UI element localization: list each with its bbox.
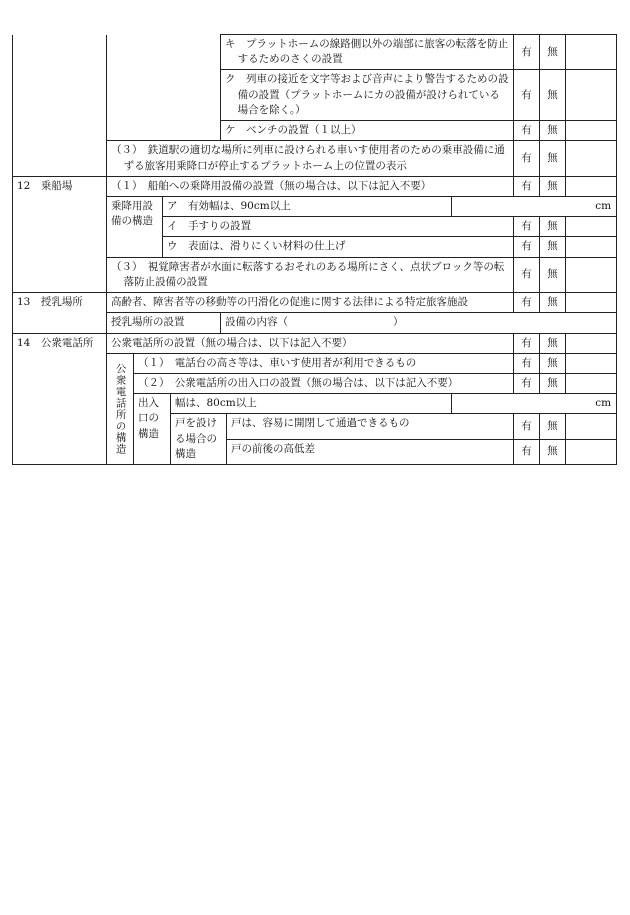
- remarks-cell: [566, 217, 617, 237]
- item-13-law: 高齢者、障害者等の移動等の円滑化の促進に関する法律による特定旅客施設: [107, 293, 514, 313]
- yes-checkbox[interactable]: 有: [514, 35, 540, 70]
- remarks-cell: [566, 237, 617, 257]
- section-14-struct-label: 公衆電話所の構造: [114, 362, 127, 455]
- item-14-setup: 公衆電話所の設置（無の場合は、以下は記入不要）: [107, 333, 514, 353]
- item-14-2: （２） 公衆電話所の出入口の設置（無の場合は、以下は記入不要）: [134, 373, 514, 393]
- no-checkbox[interactable]: 無: [540, 237, 566, 257]
- row-12-item1: [13, 176, 617, 196]
- no-checkbox[interactable]: 無: [540, 35, 566, 70]
- item-12-1: （１） 船舶への乗降用設備の設置（無の場合は、以下は記入不要）: [107, 176, 514, 196]
- yes-checkbox[interactable]: 有: [514, 293, 540, 313]
- item-14-door-open: 戸は、容易に開閉して通過できるもの: [227, 414, 514, 439]
- yes-checkbox[interactable]: 有: [514, 176, 540, 196]
- item-12-i: イ 手すりの設置: [163, 217, 514, 237]
- remarks-cell: [566, 121, 617, 141]
- entrance-struct-label: 出入口の構造: [134, 394, 171, 465]
- no-checkbox[interactable]: 無: [540, 333, 566, 353]
- yes-checkbox[interactable]: 有: [514, 237, 540, 257]
- yes-checkbox[interactable]: 有: [514, 414, 540, 439]
- section-12-label: 12 乗船場: [13, 176, 107, 292]
- section-14-label: 14 公衆電話所: [13, 333, 107, 465]
- section-13-label: 13 授乳場所: [13, 293, 107, 333]
- row-13-law: [13, 293, 617, 313]
- no-checkbox[interactable]: 無: [540, 141, 566, 176]
- no-checkbox[interactable]: 無: [540, 217, 566, 237]
- remarks-cell: [566, 439, 617, 464]
- item-11-3: （３） 鉄道駅の適切な場所に列車に設けられる車いす使用者のための乗車設備に通ずる旅客用乗降口が停止するプラットホーム上の位置の表示: [111, 144, 505, 172]
- facility-checklist-table: [12, 34, 617, 465]
- no-checkbox[interactable]: 無: [540, 257, 566, 292]
- width-cm-input[interactable]: cm: [452, 394, 617, 414]
- row-11-ki: [13, 35, 617, 70]
- item-12-3: （３） 視覚障害者が水面に転落するおそれのある場所にさく、点状ブロック等の転落防止設備の設置: [111, 260, 505, 288]
- section-11-label-cell: [13, 35, 107, 177]
- yes-checkbox[interactable]: 有: [514, 141, 540, 176]
- no-checkbox[interactable]: 無: [540, 293, 566, 313]
- no-checkbox[interactable]: 無: [540, 353, 566, 373]
- item-11-ke: ケ ベンチの設置（１以上）: [225, 124, 362, 137]
- item-11-ku: ク 列車の接近を文字等および音声により警告するための設備の設置（プラットホームにカの設備が設けられている場合を除く。）: [225, 73, 509, 116]
- item-11-ki: キ プラットホームの線路側以外の端部に旅客の転落を防止するためのさくの設置: [225, 38, 509, 66]
- remarks-cell: [566, 176, 617, 196]
- no-checkbox[interactable]: 無: [540, 373, 566, 393]
- yes-checkbox[interactable]: 有: [514, 257, 540, 292]
- remarks-cell: [566, 35, 617, 70]
- remarks-cell: [566, 70, 617, 121]
- item-12-u: ウ 表面は、滑りにくい材料の仕上げ: [163, 237, 514, 257]
- no-checkbox[interactable]: 無: [540, 439, 566, 464]
- no-checkbox[interactable]: 無: [540, 414, 566, 439]
- item-14-1: （１） 電話台の高さ等は、車いす使用者が利用できるもの: [134, 353, 514, 373]
- no-checkbox[interactable]: 無: [540, 176, 566, 196]
- width-cm-input[interactable]: cm: [452, 196, 617, 216]
- item-13-setup: 授乳場所の設置: [107, 313, 221, 333]
- equipment-content-input[interactable]: 設備の内容（ ）: [221, 313, 617, 333]
- row-14-setup: [13, 333, 617, 353]
- yes-checkbox[interactable]: 有: [514, 333, 540, 353]
- yes-checkbox[interactable]: 有: [514, 217, 540, 237]
- yes-checkbox[interactable]: 有: [514, 439, 540, 464]
- remarks-cell: [566, 257, 617, 292]
- remarks-cell: [566, 373, 617, 393]
- remarks-cell: [566, 353, 617, 373]
- yes-checkbox[interactable]: 有: [514, 353, 540, 373]
- door-struct-label: 戸を設ける場合の構造: [171, 414, 227, 465]
- remarks-cell: [566, 414, 617, 439]
- form-sheet: [12, 34, 616, 465]
- section-11-group-cell: [107, 35, 221, 141]
- item-14-door-level: 戸の前後の高低差: [227, 439, 514, 464]
- remarks-cell: [566, 333, 617, 353]
- yes-checkbox[interactable]: 有: [514, 70, 540, 121]
- no-checkbox[interactable]: 無: [540, 70, 566, 121]
- no-checkbox[interactable]: 無: [540, 121, 566, 141]
- yes-checkbox[interactable]: 有: [514, 373, 540, 393]
- yes-checkbox[interactable]: 有: [514, 121, 540, 141]
- item-14-width: 幅は、80cm以上: [171, 394, 452, 414]
- remarks-cell: [566, 293, 617, 313]
- section-12-struct-label: 乗降用設備の構造: [107, 196, 163, 257]
- item-12-a: ア 有効幅は、90cm以上: [163, 196, 452, 216]
- remarks-cell: [566, 141, 617, 176]
